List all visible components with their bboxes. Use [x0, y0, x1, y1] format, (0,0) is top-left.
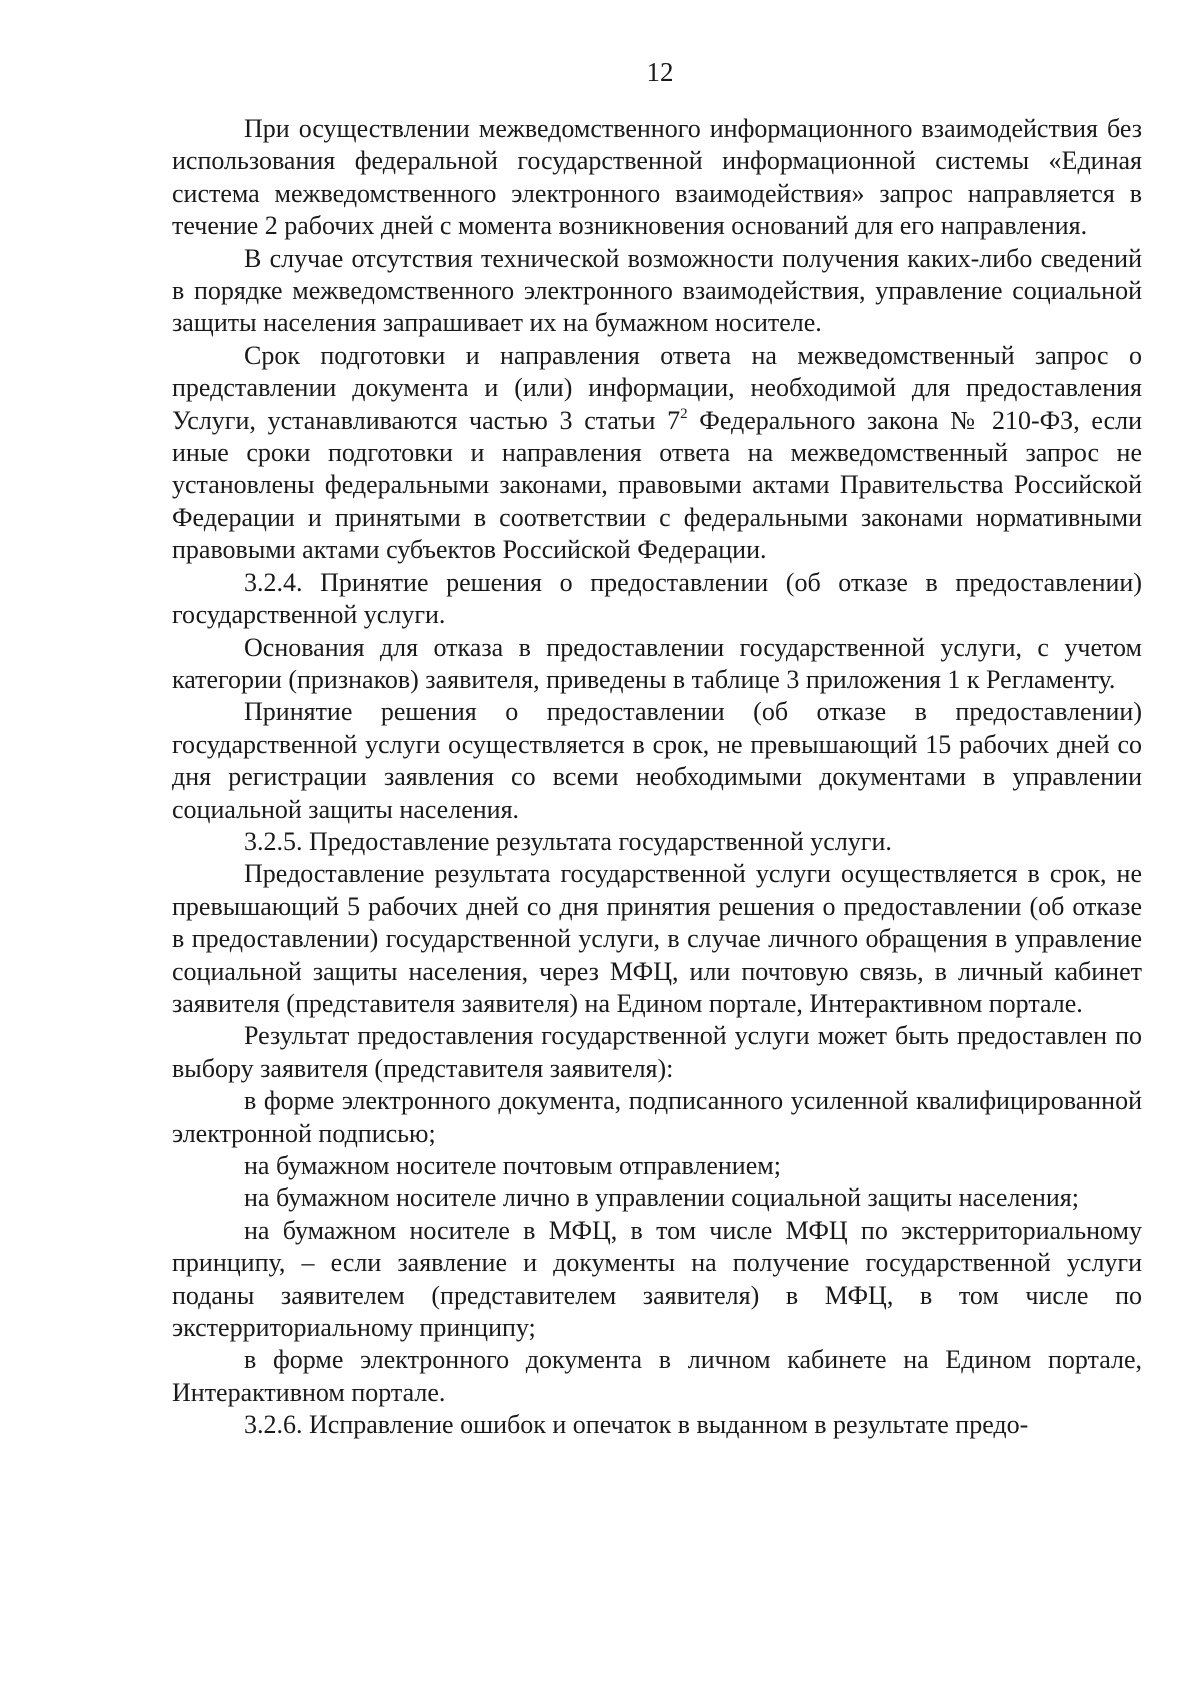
paragraph-response-deadline-part-1: Срок подготовки и направления ответа на межведомственный запрос о представлении документа и (или) информации, необходимой для предоставления Услуги, устанавливаются частью 3 статьи 7 [172, 340, 1142, 435]
list-item-paper-mfc: на бумажном носителе в МФЦ, в том числе МФЦ по экстерриториальному принципу, – если заявление и документы на получение государственной услуги поданы заявителем (представителем заявителя) в МФЦ, в том числе по экстерриториальному принципу; [172, 1215, 1142, 1343]
list-item-paper-mail: на бумажном носителе почтовым отправлением; [244, 1151, 781, 1180]
section-3-2-6-heading: 3.2.6. Исправление ошибок и опечаток в выданном в результате предо- [244, 1410, 1029, 1440]
list-item-electronic-signed: в форме электронного документа, подписанного усиленной квалифицированной электронной подписью; [172, 1086, 1142, 1148]
paragraph-decision-deadline: Принятие решения о предоставлении (об отказе в предоставлении) государственной услуги осуществляется в срок, не превышающий 15 рабочих дней со дня регистрации заявления со всеми необходимыми документами в управлении социальной защиты населения. [172, 697, 1142, 824]
document-body [172, 113, 1142, 1442]
paragraph-response-deadline-part-2: Федерального закона № 210-ФЗ, если иные сроки подготовки и направления ответа на межведомственный запрос не установлены федеральными законами, правовыми актами Правительства Российской Федерации и принятыми в соответствии с федеральными законами нормативными правовыми актами субъектов Российской Федерации. [172, 405, 1142, 565]
list-item-paper-in-person: на бумажном носителе лично в управлении социальной защиты населения; [244, 1183, 1079, 1213]
paragraph-interagency-paper-request: При осуществлении межведомственного информационного взаимодействия без использования федеральной государственной информационной системы «Единая система межведомственного электронного взаимодействия» запрос направляется в течение 2 рабочих дней с момента возникновения оснований для его направления. [172, 114, 1142, 241]
paragraph-refusal-grounds: Основания для отказа в предоставлении государственной услуги, с учетом категории (признаков) заявителя, приведены в таблице 3 приложения 1 к Регламенту. [172, 632, 1142, 694]
paragraph-response-deadline [172, 340, 1142, 567]
paragraph-result-options-intro: Результат предоставления государственной услуги может быть предоставлен по выбору заявителя (представителя заявителя): [172, 1021, 1142, 1083]
section-3-2-4-heading: 3.2.4. Принятие решения о предоставлении (об отказе в предоставлении) государственной услуги. [172, 567, 1142, 630]
article-superscript: 2 [680, 405, 688, 422]
section-3-2-5-heading: 3.2.5. Предоставление результата государственной услуги. [244, 826, 892, 856]
paragraph-no-technical-possibility: В случае отсутствия технической возможности получения каких-либо сведений в порядке межведомственного электронного взаимодействия, управление социальной защиты населения запрашивает их на бумажном носителе. [172, 243, 1142, 338]
paragraph-result-deadline: Предоставление результата государственной услуги осуществляется в срок, не превышающий 5 рабочих дней со дня принятия решения о предоставлении (об отказе в предоставлении) государственной услуги, в случае личного обращения в управление социальной защиты населения, через МФЦ, или почтовую связь, в личный кабинет заявителя (представителя заявителя) на Едином портале, Интерактивном портале. [172, 859, 1142, 1018]
page-number: 12 [646, 57, 674, 87]
list-item-electronic-portal: в форме электронного документа в личном кабинете на Едином портале, Интерактивном портале. [172, 1345, 1142, 1407]
